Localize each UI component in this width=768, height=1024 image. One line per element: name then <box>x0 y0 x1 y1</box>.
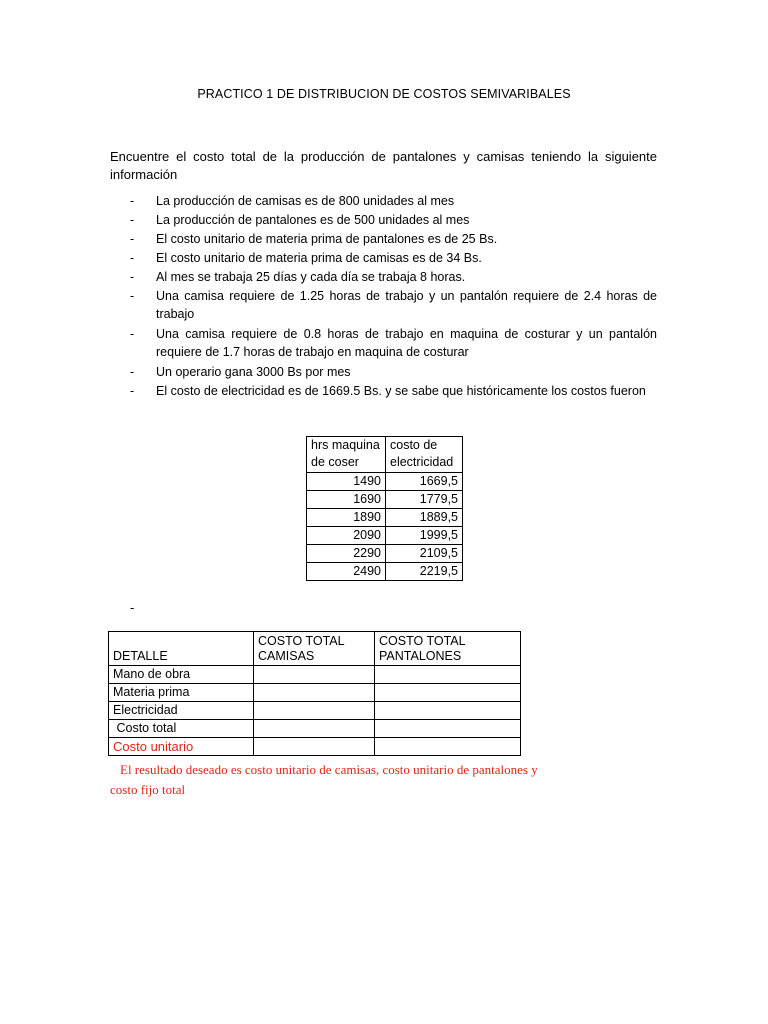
cell-camisas <box>254 702 375 720</box>
cell-pantalones <box>375 738 521 756</box>
header-costo-electricidad: costo de electricidad <box>386 437 463 473</box>
bullet-marker: - <box>130 289 135 303</box>
cell-pantalones <box>375 702 521 720</box>
table-row <box>307 473 463 491</box>
cell-hours: 2490 <box>307 563 386 581</box>
bullet-item: - Al mes se trabaja 25 días y cada día se trabaja 8 horas. <box>130 270 466 284</box>
cell-pantalones <box>375 684 521 702</box>
cost-summary-table <box>108 631 521 756</box>
cell-cost: 2219,5 <box>386 563 463 581</box>
table-header-row <box>109 632 521 666</box>
cell-cost: 1889,5 <box>386 509 463 527</box>
bullet-item: - El costo unitario de materia prima de pantalones es de 25 Bs. <box>130 232 498 246</box>
data-bullet-list <box>110 192 657 401</box>
bullet-item: - Un operario gana 3000 Bs por mes <box>130 365 351 379</box>
cell-pantalones <box>375 666 521 684</box>
bullet-marker: - <box>130 194 135 208</box>
expected-result-note <box>110 760 670 800</box>
row-label: Mano de obra <box>109 666 254 684</box>
table-row <box>109 666 521 684</box>
bullet-marker: - <box>130 232 135 246</box>
bullet-item: - Una camisa requiere de 1.25 horas de trabajo y un pantalón requiere de 2.4 horas de trabajo <box>130 289 657 321</box>
row-label: Costo total <box>109 720 254 738</box>
table-row <box>109 738 521 756</box>
row-label-costo-unitario: Costo unitario <box>109 738 254 756</box>
intro-paragraph: Encuentre el costo total de la producción de pantalones y camisas teniendo la siguiente información <box>110 149 657 182</box>
bullet-marker: - <box>130 270 135 284</box>
table-row <box>307 527 463 545</box>
bullet-marker: - <box>130 251 135 265</box>
header-costo-camisas: COSTO TOTAL CAMISAS <box>254 632 375 666</box>
cell-pantalones <box>375 720 521 738</box>
table-row <box>307 563 463 581</box>
cell-cost: 1779,5 <box>386 491 463 509</box>
table-row <box>109 684 521 702</box>
cell-hours: 2290 <box>307 545 386 563</box>
document-title: PRACTICO 1 DE DISTRIBUCION DE COSTOS SEMIVARIBALES <box>197 87 571 101</box>
header-costo-pantalones: COSTO TOTAL PANTALONES <box>375 632 521 666</box>
cell-camisas <box>254 738 375 756</box>
result-line-1: El resultado deseado es costo unitario de camisas, costo unitario de pantalones y <box>120 762 538 777</box>
row-label: Electricidad <box>109 702 254 720</box>
cell-cost: 1999,5 <box>386 527 463 545</box>
cell-cost: 1669,5 <box>386 473 463 491</box>
table-row <box>109 720 521 738</box>
bullet-item: - La producción de pantalones es de 500 unidades al mes <box>130 213 470 227</box>
cell-hours: 2090 <box>307 527 386 545</box>
bullet-marker: - <box>130 327 135 341</box>
result-line-2: costo fijo total <box>110 782 186 797</box>
cell-camisas <box>254 684 375 702</box>
bullet-marker: - <box>130 213 135 227</box>
bullet-item: - La producción de camisas es de 800 unidades al mes <box>130 194 455 208</box>
table-row <box>307 545 463 563</box>
cell-hours: 1890 <box>307 509 386 527</box>
table-row <box>307 509 463 527</box>
cell-hours: 1490 <box>307 473 386 491</box>
table-header-row <box>307 437 463 473</box>
table-row <box>109 702 521 720</box>
bullet-item: - El costo de electricidad es de 1669.5 Bs. y se sabe que históricamente los costos fueron <box>130 384 646 398</box>
cell-camisas <box>254 666 375 684</box>
bullet-item: - Una camisa requiere de 0.8 horas de trabajo en maquina de costurar y un pantalón requiere de 1.7 horas de trabajo en maquina de costurar <box>130 327 657 359</box>
stray-dash: - <box>130 600 135 615</box>
cell-cost: 2109,5 <box>386 545 463 563</box>
cell-hours: 1690 <box>307 491 386 509</box>
row-label: Materia prima <box>109 684 254 702</box>
bullet-item: - El costo unitario de materia prima de camisas es de 34 Bs. <box>130 251 482 265</box>
header-detalle: DETALLE <box>109 632 254 666</box>
cell-camisas <box>254 720 375 738</box>
bullet-marker: - <box>130 384 135 398</box>
electricity-history-table <box>306 436 463 581</box>
table-row <box>307 491 463 509</box>
header-hrs-maquina: hrs maquina de coser <box>307 437 386 473</box>
bullet-marker: - <box>130 365 135 379</box>
